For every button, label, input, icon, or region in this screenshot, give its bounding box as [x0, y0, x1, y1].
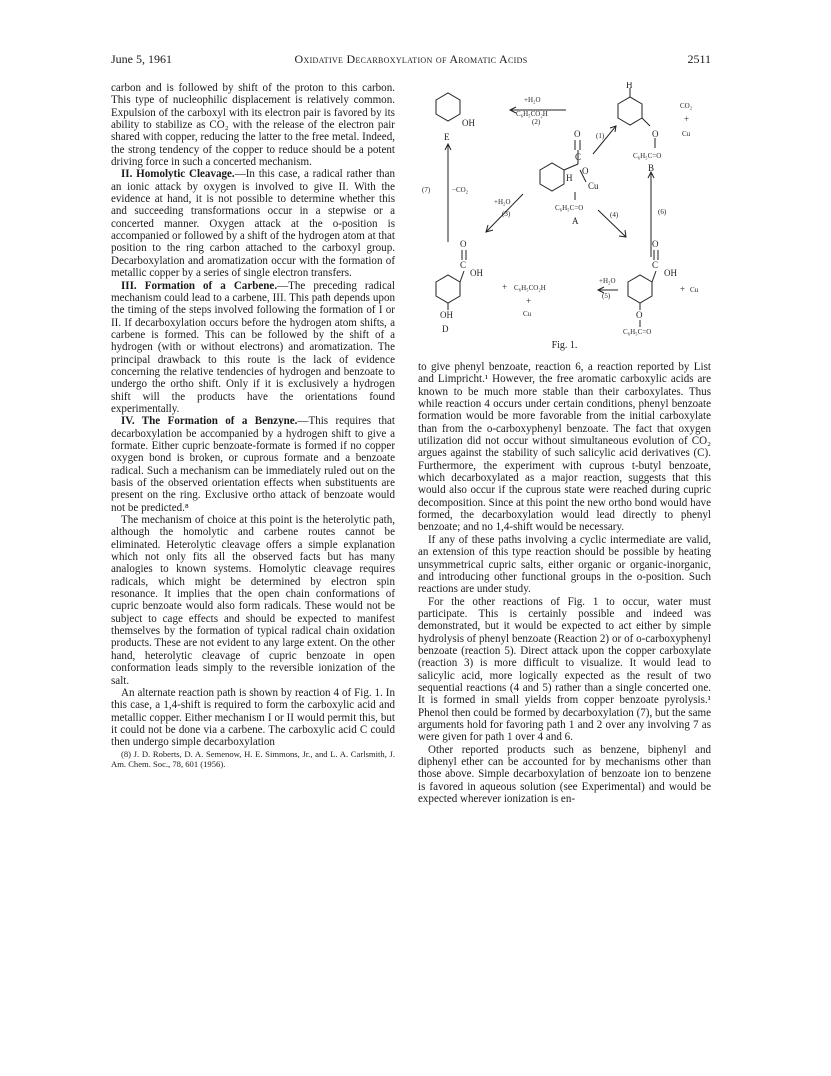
page-number: 2511 [687, 52, 711, 66]
label-benzoic-acid-2: C₆H₅CO₂H [516, 110, 548, 118]
label-c-a: C [575, 152, 582, 162]
paragraph-text: —This requires that decarboxylation be accompanied by a hydrogen shift to give a formate. Either cupric benzoate-formate is formed if no copper oxygen bond is broken, or cuprous formate and a benzoate radical. Such a mechanism can be immediately ruled out on the basis of the observed orientation effects when substituents are present on the ring. Exclusive ortho attack of benzoate would not be predicted.⁸ [111, 415, 395, 514]
label-o-d: O [460, 239, 467, 249]
label-d: D [442, 324, 449, 334]
reaction-scheme-figure [418, 82, 711, 354]
ring-b [618, 97, 642, 125]
label-o-c-ring: O [636, 310, 643, 320]
label-o-a-top: O [574, 129, 581, 139]
footnote: (8) J. D. Roberts, D. A. Semenow, H. E. Simmons, Jr., and L. A. Carlsmith, J. Am. Chem. Soc., 78, 601 (1956). [111, 748, 395, 769]
figure-caption: Fig. 1. [551, 340, 578, 351]
reaction-scheme [418, 82, 711, 337]
right-column [418, 361, 711, 805]
label-cu-a: Cu [588, 181, 599, 191]
label-benzoic-acid-d: C₆H₅CO₂H [514, 284, 546, 292]
paragraph: An alternate reaction path is shown by reaction 4 of Fig. 1. In this case, a 1,4-shift is required to form the carboxylic acid and metallic copper. Either mechanism I or II would permit this, but it could not be done via a carbene. The carboxylic acid C could then undergo simple decarboxylation [111, 686, 395, 749]
label-o-b: O [652, 129, 659, 139]
label-b: B [648, 163, 655, 173]
label-benzoyl-a: C₆H₅C=O [555, 204, 584, 212]
label-plus-d2: + [526, 296, 532, 306]
label-r7: (7) [422, 186, 431, 194]
label-cu-b: Cu [682, 130, 691, 138]
left-column [111, 82, 395, 769]
label-r3: (3) [502, 210, 511, 218]
label-e: E [444, 132, 450, 142]
label-r4: (4) [610, 211, 619, 219]
section-heading: II. Homolytic Cleavage. [121, 168, 235, 181]
label-c-d: C [460, 260, 467, 270]
paragraph [111, 280, 395, 416]
label-o-a: O [582, 166, 589, 176]
running-header [111, 52, 711, 68]
label-plus-b: + [684, 114, 690, 124]
label-o-c: O [652, 239, 659, 249]
header-date: June 5, 1961 [111, 52, 172, 66]
label-water-plus-3: +H₂O [494, 198, 511, 206]
label-h-b: H [626, 82, 633, 90]
ring-c [628, 275, 652, 303]
paragraph [111, 415, 395, 514]
ring-d [436, 275, 460, 303]
section-heading: III. Formation of a Carbene. [121, 279, 278, 292]
paragraph: carbon and is followed by shift of the proton to this carbon. This type of nucleophilic displacement is relatively common. Expulsion of the carboxyl with its electron pair is favored by its ability to stabilize as CO₂ with the release of the electron pair shared with copper, reducing the latter to the free metal. Indeed, the strong tendency of the copper to reduce should be a potent driving force in such a concerted mechanism. [111, 82, 395, 169]
paragraph-text: —In this case, a radical rather than an ionic attack by oxygen is involved to give II. With the evidence at hand, it is not possible to determine whether this and succeeding transformations occur in a stepwise or a concerted manner. Oxygen attack at the o-position is accompanied or followed by a shift of the hydrogen atom at that position to the ring carbon attached to the carboxyl group. Decarboxylation and aromatization occur with the formation of metallic copper by a series of single electron transfers. [111, 168, 395, 280]
label-water-plus-2: +H₂O [524, 96, 541, 104]
label-r5: (5) [602, 292, 611, 300]
paragraph: Other reported products such as benzene, biphenyl and diphenyl ether can be accounted for by mechanisms other than those above. Simple decarboxylation of benzoate ion to benzene is favored in aqueous solution (see Experimental) and would be expected wherever ionization is en- [418, 743, 711, 806]
label-r1: (1) [596, 132, 605, 140]
label-water-plus-5: +H₂O [599, 277, 616, 285]
label-minus-co2: −CO₂ [452, 186, 469, 194]
ring-a [540, 163, 564, 191]
label-r2: (2) [532, 118, 541, 126]
paragraph: For the other reactions of Fig. 1 to occur, water must participate. This is certainly possible and indeed was demonstrated, but it would be expected to act either by simple hydrolysis of phenyl benzoate (Reaction 2) or of o-carboxyphenyl benzoate (reaction 5). Direct attack upon the copper carboxylate (reaction 3) is more difficult to visualize. It would lead to salicylic acid, more logically expected as the result of two sequential reactions (4 and 5) rather than a single concerted one. It is formed in small yields from copper benzoate pyrolysis.¹ Phenol then could be formed by decarboxylation (7), but the same arguments hold for favoring path 1 and 2 over any involving 7 as were given for path 1 over 4 and 6. [418, 595, 711, 744]
label-cu-c: Cu [690, 286, 699, 294]
ring-e [436, 93, 460, 121]
paragraph-text: —The preceding radical mechanism could lead to a carbene, III. This path depends upon the timing of the steps involved following the formation of I or II. If decarboxylation occurs before the hydrogen atom shifts, a carbene is formed. This can be followed by the shift of a hydrogen (with or without electrons) and aromatization. The principal drawback to this route is the lack of evidence concerning the relative tendencies of hydrogen and benzoate to undergo the ortho shift. Only if it is exclusively a hydrogen shift will the products have the orientations found experimentally. [111, 279, 395, 415]
paragraph: to give phenyl benzoate, reaction 6, a reaction reported by List and Limpricht.¹ However, the free aromatic carboxylic acids are known to be much more stable than their carboxylates. Thus while reaction 4 occurs under certain conditions, phenyl benzoate formation would be more favorable from the initial carboxylate than from the o-carboxyphenyl benzoate. The fact that oxygen utilization did not occur without simultaneous evolution of CO₂ argues against the stability of such salicylic acid derivatives (C). Furthermore, the experiment with cuprous t-butyl benzoate, which decarboxylated as a major reaction, suggests that this would also occur if the cuprous state were reached during cupric decomposition. Since at this point the new ortho bond would have formed, the decarboxylation would lead directly to phenyl benzoate; and no 1,4-shift would be necessary. [418, 361, 711, 534]
label-plus-c: + [680, 284, 686, 294]
label-cu-d: Cu [523, 310, 532, 318]
label-h-a: H [566, 173, 573, 183]
header-title: Oxidative Decarboxylation of Aromatic Acids [294, 52, 528, 66]
paragraph: If any of these paths involving a cyclic intermediate are valid, an extension of this type reaction should be possible by heating unsymmetrical cupric salts, either organic or organic-inorganic, and introducing other functional groups in the o-position. Such reactions are under study. [418, 533, 711, 596]
section-heading: IV. The Formation of a Benzyne. [121, 415, 298, 428]
paragraph: The mechanism of choice at this point is the heterolytic path, although the homolytic and carbene routes cannot be eliminated. Heterolytic cleavage offers a simple explanation which not only fits all the observed facts but has many analogies to known systems. Homolytic cleavage requires radicals, which might be determined by electron spin resonance. It implies that the open chain conformations of cupric benzoate would also form radicals. These would not be subject to cage effects and should be expected to manifest themselves by the formation of typical radical chain oxidation products. These are not evident to any large extent. On the other hand, heterolytic cleavage of cupric benzoate in open conformation leads simply to the reversible ionization of the salt. [111, 514, 395, 687]
label-benzoyl-c: C₆H₅C=O [623, 328, 652, 336]
label-co2: CO₂ [680, 102, 693, 110]
label-oh-c: OH [664, 268, 677, 278]
label-oh-d: OH [470, 268, 483, 278]
label-oh-d-ring: OH [440, 310, 453, 320]
label-oh-e: OH [462, 118, 475, 128]
label-benzoyl-b: C₆H₅C=O [633, 152, 662, 160]
label-plus-d: + [502, 282, 508, 292]
label-a: A [572, 216, 579, 226]
label-c-c: C [652, 260, 659, 270]
paragraph [111, 168, 395, 279]
label-r6: (6) [658, 208, 667, 216]
